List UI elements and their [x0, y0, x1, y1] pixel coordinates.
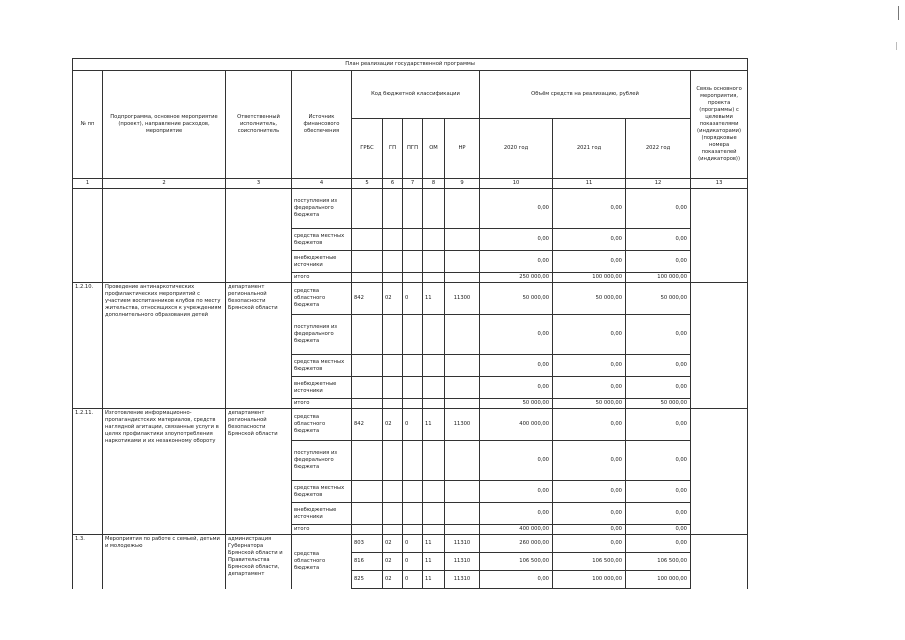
code-pgp: 0 — [403, 535, 423, 553]
header-num: № пп — [73, 71, 103, 179]
value-2022: 0,00 — [626, 315, 691, 355]
col-number: 11 — [553, 179, 626, 189]
code-gp: 02 — [383, 409, 403, 441]
header-row — [73, 71, 748, 119]
source-cell: внебюджетные источники — [292, 377, 352, 399]
code-pgp: 0 — [403, 571, 423, 589]
table-row — [73, 409, 748, 441]
header-np: НР — [445, 119, 480, 179]
table-row — [73, 535, 748, 553]
row-name: Мероприятия по работе с семьей, детьми и молодежью — [103, 535, 226, 589]
code-gp: 02 — [383, 535, 403, 553]
table-row — [73, 283, 748, 315]
value-2020: 0,00 — [480, 377, 553, 399]
total-2022: 0,00 — [626, 525, 691, 535]
code-grbs: 803 — [352, 535, 383, 553]
value-2020: 260 000,00 — [480, 535, 553, 553]
row-number: 1.3. — [73, 535, 103, 589]
col-number: 1 — [73, 179, 103, 189]
value-2020: 0,00 — [480, 571, 553, 589]
value-2020: 106 500,00 — [480, 553, 553, 571]
value-2020: 0,00 — [480, 441, 553, 481]
total-2020: 400 000,00 — [480, 525, 553, 535]
value-2022: 0,00 — [626, 189, 691, 229]
value-2020: 0,00 — [480, 355, 553, 377]
value-2022: 0,00 — [626, 535, 691, 553]
total-2022: 50 000,00 — [626, 399, 691, 409]
col-number: 12 — [626, 179, 691, 189]
value-2021: 0,00 — [553, 409, 626, 441]
code-om: 11 — [423, 553, 445, 571]
value-2020: 0,00 — [480, 503, 553, 525]
code-om: 11 — [423, 409, 445, 441]
source-total: итого — [292, 525, 352, 535]
scan-edge-mark — [898, 6, 899, 20]
col-number: 7 — [403, 179, 423, 189]
value-2020: 0,00 — [480, 315, 553, 355]
code-np: 11300 — [445, 283, 480, 315]
header-om: ОМ — [423, 119, 445, 179]
value-2022: 0,00 — [626, 481, 691, 503]
code-grbs: 842 — [352, 409, 383, 441]
column-numbers-row — [73, 179, 748, 189]
header-name: Подпрограмма, основное мероприятие (проект), направление расходов, мероприятие — [103, 71, 226, 179]
code-om: 11 — [423, 571, 445, 589]
source-cell: поступления из федерального бюджета — [292, 189, 352, 229]
total-2021: 0,00 — [553, 525, 626, 535]
source-cell: средства местных бюджетов — [292, 229, 352, 251]
source-cell: средства местных бюджетов — [292, 355, 352, 377]
table-title-row — [73, 59, 748, 71]
code-np: 11310 — [445, 571, 480, 589]
header-2021: 2021 год — [553, 119, 626, 179]
header-2020: 2020 год — [480, 119, 553, 179]
value-2021: 106 500,00 — [553, 553, 626, 571]
code-om: 11 — [423, 283, 445, 315]
value-2021: 0,00 — [553, 481, 626, 503]
table-row — [73, 189, 748, 229]
code-np: 11310 — [445, 535, 480, 553]
col-number: 9 — [445, 179, 480, 189]
col-number: 2 — [103, 179, 226, 189]
source-cell: внебюджетные источники — [292, 251, 352, 273]
value-2021: 0,00 — [553, 251, 626, 273]
total-2021: 50 000,00 — [553, 399, 626, 409]
value-2022: 0,00 — [626, 355, 691, 377]
value-2022: 0,00 — [626, 441, 691, 481]
value-2020: 0,00 — [480, 481, 553, 503]
value-2020: 50 000,00 — [480, 283, 553, 315]
value-2022: 0,00 — [626, 503, 691, 525]
row-name: Проведение антинаркотических профилактических мероприятий с участием воспитанников клубов по месту жительства, относящихся к учреждениям дополнительного образования детей — [103, 283, 226, 409]
code-pgp: 0 — [403, 409, 423, 441]
header-link: Связь основного мероприятия, проекта (программы) с целевыми показателями (индикаторами) (порядковые номера показателей (индикаторов)) — [691, 71, 748, 179]
value-2022: 106 500,00 — [626, 553, 691, 571]
value-2021: 50 000,00 — [553, 283, 626, 315]
source-cell: поступления из федерального бюджета — [292, 441, 352, 481]
col-number: 4 — [292, 179, 352, 189]
value-2021: 0,00 — [553, 503, 626, 525]
value-2021: 0,00 — [553, 441, 626, 481]
header-pgp: ПГП — [403, 119, 423, 179]
total-2020: 50 000,00 — [480, 399, 553, 409]
value-2022: 0,00 — [626, 229, 691, 251]
header-2022: 2022 год — [626, 119, 691, 179]
code-grbs: 842 — [352, 283, 383, 315]
program-plan-table — [72, 58, 748, 589]
row-number: 1.2.11. — [73, 409, 103, 535]
source-cell: поступления из федерального бюджета — [292, 315, 352, 355]
source-cell: средства областного бюджета — [292, 535, 352, 589]
value-2021: 0,00 — [553, 535, 626, 553]
code-pgp: 0 — [403, 553, 423, 571]
code-om: 11 — [423, 535, 445, 553]
header-grbs: ГРБС — [352, 119, 383, 179]
plan-table-container — [72, 58, 747, 606]
source-cell: средства областного бюджета — [292, 283, 352, 315]
value-2021: 100 000,00 — [553, 571, 626, 589]
value-2021: 0,00 — [553, 229, 626, 251]
value-2020: 0,00 — [480, 229, 553, 251]
col-number: 10 — [480, 179, 553, 189]
row-responsible: департамент региональной безопасности Брянской области — [226, 409, 292, 535]
value-2021: 0,00 — [553, 189, 626, 229]
code-gp: 02 — [383, 571, 403, 589]
value-2022: 100 000,00 — [626, 571, 691, 589]
total-2022: 100 000,00 — [626, 273, 691, 283]
row-responsible: департамент региональной безопасности Брянской области — [226, 283, 292, 409]
value-2020: 0,00 — [480, 251, 553, 273]
source-total: итого — [292, 273, 352, 283]
header-source: Источник финансового обеспечения — [292, 71, 352, 179]
value-2021: 0,00 — [553, 377, 626, 399]
code-grbs: 825 — [352, 571, 383, 589]
header-kbk: Код бюджетной классификации — [352, 71, 480, 119]
code-grbs: 816 — [352, 553, 383, 571]
col-number: 6 — [383, 179, 403, 189]
value-2021: 0,00 — [553, 355, 626, 377]
code-np: 11310 — [445, 553, 480, 571]
table-title: План реализации государственной программы — [73, 59, 748, 71]
value-2022: 0,00 — [626, 377, 691, 399]
row-number: 1.2.10. — [73, 283, 103, 409]
source-cell: средства областного бюджета — [292, 409, 352, 441]
code-gp: 02 — [383, 553, 403, 571]
value-2021: 0,00 — [553, 315, 626, 355]
value-2020: 0,00 — [480, 189, 553, 229]
header-responsible: Ответственный исполнитель, соисполнитель — [226, 71, 292, 179]
value-2022: 0,00 — [626, 409, 691, 441]
header-gp: ГП — [383, 119, 403, 179]
value-2022: 50 000,00 — [626, 283, 691, 315]
value-2020: 400 000,00 — [480, 409, 553, 441]
row-name: Изготовление информационно-пропагандистских материалов, средств наглядной агитации, связанные услуги в целях профилактики злоупотребления наркотиками и их незаконному обороту — [103, 409, 226, 535]
col-number: 5 — [352, 179, 383, 189]
value-2022: 0,00 — [626, 251, 691, 273]
col-number: 3 — [226, 179, 292, 189]
source-cell: внебюджетные источники — [292, 503, 352, 525]
total-2021: 100 000,00 — [553, 273, 626, 283]
row-responsible: администрация Губернатора Брянской области и Правительства Брянской области, департамент — [226, 535, 292, 589]
scan-edge-mark — [896, 42, 897, 50]
code-np: 11300 — [445, 409, 480, 441]
col-number: 8 — [423, 179, 445, 189]
code-pgp: 0 — [403, 283, 423, 315]
total-2020: 250 000,00 — [480, 273, 553, 283]
col-number: 13 — [691, 179, 748, 189]
source-cell: средства местных бюджетов — [292, 481, 352, 503]
header-volume: Объём средств на реализацию, рублей — [480, 71, 691, 119]
source-total: итого — [292, 399, 352, 409]
code-gp: 02 — [383, 283, 403, 315]
